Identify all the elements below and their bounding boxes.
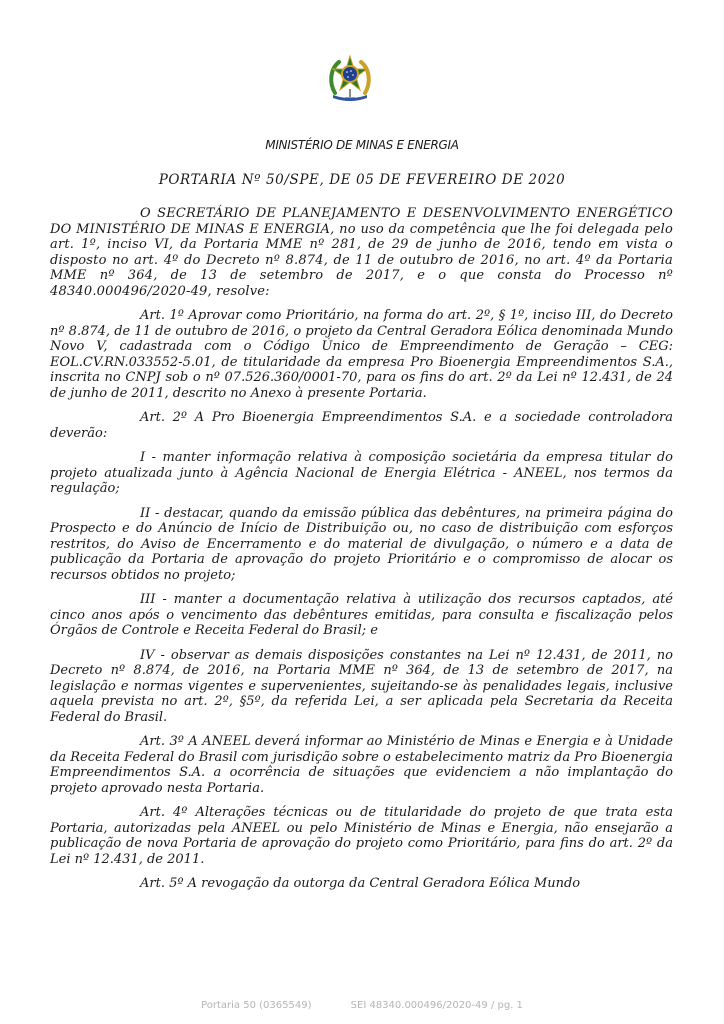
- document-body: [50, 206, 673, 901]
- article-1-paragraph: Art. 1º Aprovar como Prioritário, na forma do art. 2º, § 1º, inciso III, do Decreto nº 8.874, de 11 de outubro de 2016, o projeto da Central Geradora Eólica denominada Mundo Novo V, cadastrada com o Código Único de Empreendimento de Geração – CEG: EOL.CV.RN.033552-5.01, de titularidade da empresa Pro Bioenergia Empreendimentos S.A., inscrita no CNPJ sob o nº 07.526.360/0001-70, para os fins do art. 2º da Lei nº 12.431, de 24 de junho de 2011, descrito no Anexo à presente Portaria.: [50, 308, 673, 401]
- brazil-coat-of-arms-icon: [325, 53, 375, 103]
- page-footer: [0, 1000, 724, 1011]
- article-4-paragraph: Art. 4º Alterações técnicas ou de titularidade do projeto de que trata esta Portaria, autorizadas pela ANEEL ou pelo Ministério de Minas e Energia, não ensejarão a publicação de nova Portaria de aprovação do projeto como Prioritário, para fins do art. 2º da Lei nº 12.431, de 2011.: [50, 805, 673, 867]
- item-iv-paragraph: IV - observar as demais disposições constantes na Lei nº 12.431, de 2011, no Decreto nº 8.874, de 2016, na Portaria MME nº 364, de 13 de setembro de 2017, na legislação e normas vigentes e supervenientes, sujeitando-se às penalidades legais, inclusive aquela prevista no art. 2º, §5º, da referida Lei, a ser aplicada pela Secretaria da Receita Federal do Brasil.: [50, 647, 673, 725]
- item-i-paragraph: I - manter informação relativa à composição societária da empresa titular do projeto atualizada junto à Agência Nacional de Energia Elétrica - ANEEL, nos termos da regulação;: [50, 450, 673, 496]
- item-iii-paragraph: III - manter a documentação relativa à utilização dos recursos captados, até cinco anos após o vencimento das debêntures emitidas, para consulta e fiscalização pelos Órgãos de Controle e Receita Federal do Brasil; e: [50, 592, 673, 638]
- footer-doc-ref: Portaria 50 (0365549): [201, 1000, 312, 1011]
- article-5-paragraph: Art. 5º A revogação da outorga da Central Geradora Eólica Mundo: [140, 876, 581, 891]
- article-2-paragraph: Art. 2º A Pro Bioenergia Empreendimentos S.A. e a sociedade controladora deverão:: [50, 410, 673, 441]
- ministry-name: MINISTÉRIO DE MINAS E ENERGIA: [265, 138, 459, 152]
- document-title: PORTARIA Nº 50/SPE, DE 05 DE FEVEREIRO DE 2020: [158, 172, 566, 188]
- item-ii-paragraph: II - destacar, quando da emissão pública das debêntures, na primeira página do Prospecto e do Anúncio de Início de Distribuição ou, no caso de distribuição com esforços restritos, do Aviso de Encerramento e do material de divulgação, o número e a data de publicação da Portaria de aprovação do projeto Prioritário e o compromisso de alocar os recursos obtidos no projeto;: [50, 505, 673, 583]
- footer-sei-ref: SEI 48340.000496/2020-49 / pg. 1: [350, 1000, 523, 1011]
- preamble-paragraph: O SECRETÁRIO DE PLANEJAMENTO E DESENVOLVIMENTO ENERGÉTICO DO MINISTÉRIO DE MINAS E ENERGIA, no uso da competência que lhe foi delegada pelo art. 1º, inciso VI, da Portaria MME nº 281, de 29 de junho de 2016, tendo em vista o disposto no art. 4º do Decreto nº 8.874, de 11 de outubro de 2016, no art. 4º da Portaria MME nº 364, de 13 de setembro de 2017, e o que consta do Processo nº 48340.000496/2020-49, resolve:: [50, 206, 673, 299]
- article-3-paragraph: Art. 3º A ANEEL deverá informar ao Ministério de Minas e Energia e à Unidade da Receita Federal do Brasil com jurisdição sobre o estabelecimento matriz da Pro Bioenergia Empreendimentos S.A. a ocorrência de situações que evidenciem a não implantação do projeto aprovado nesta Portaria.: [50, 734, 673, 796]
